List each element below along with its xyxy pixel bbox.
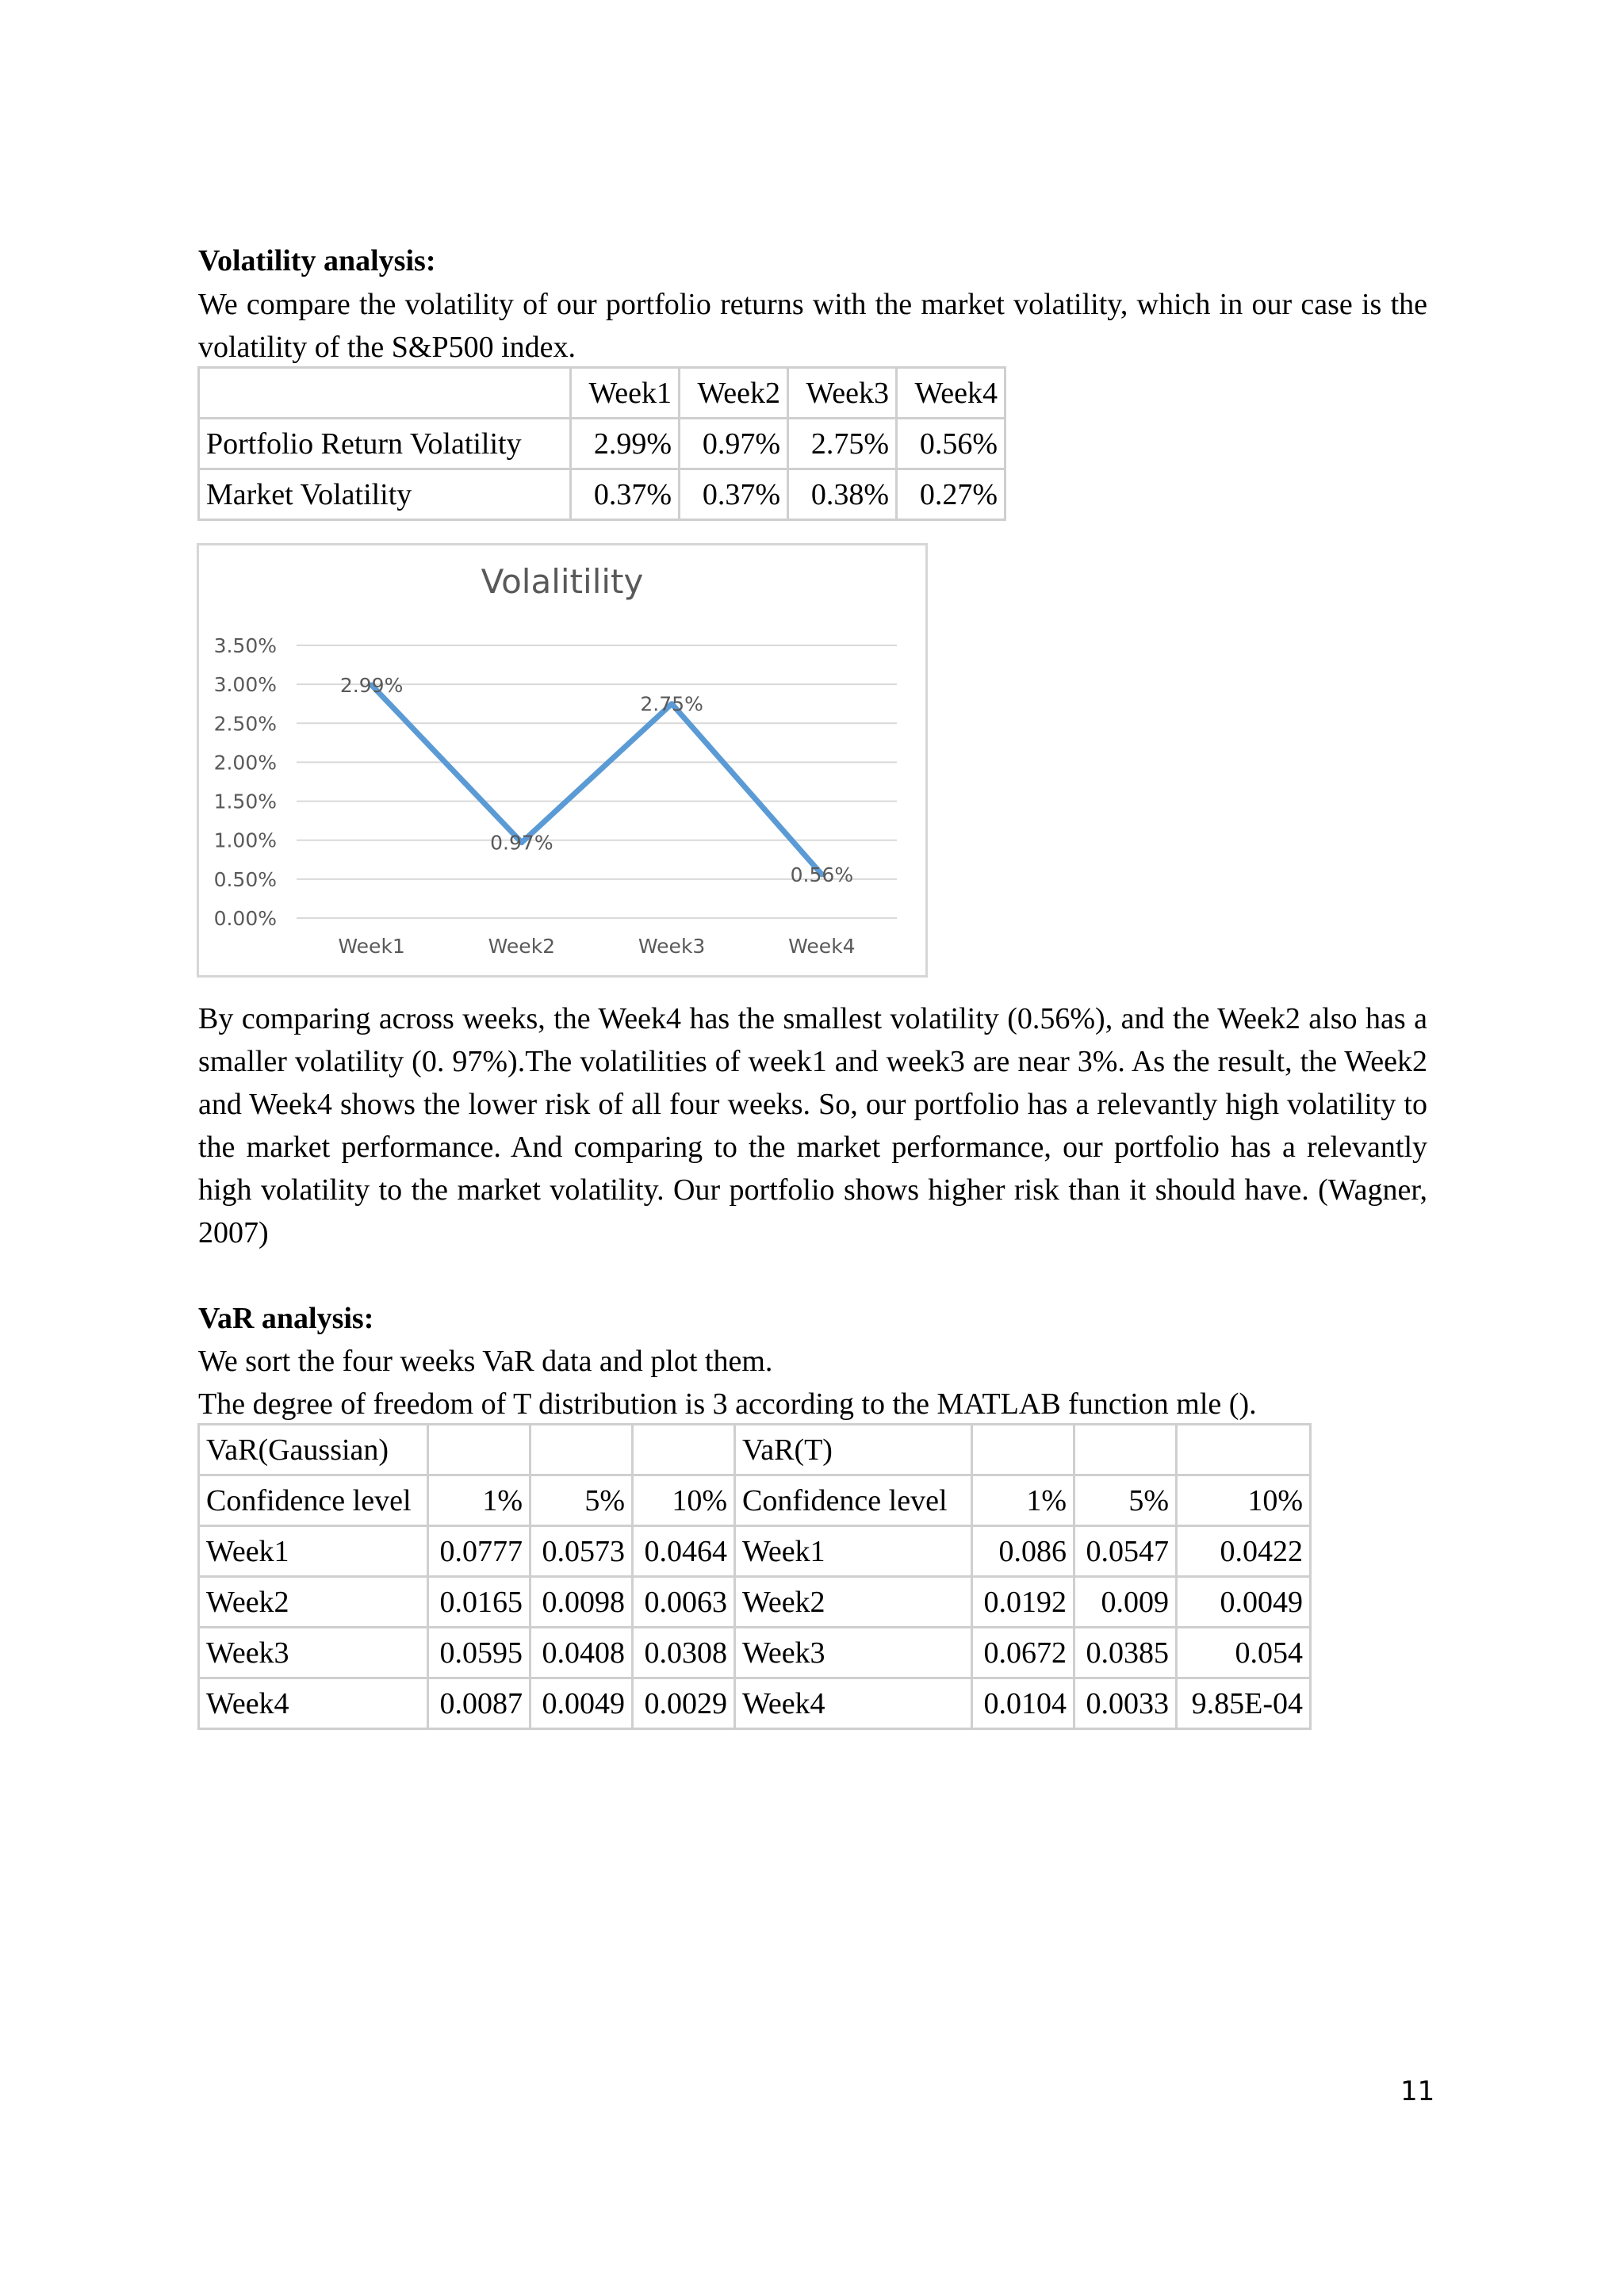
y-tick-label: 3.00% xyxy=(213,673,277,697)
table-cell: 0.56% xyxy=(897,419,1005,469)
table-cell: 5% xyxy=(530,1475,633,1526)
table-row xyxy=(199,368,1005,419)
page-number: 11 xyxy=(1400,2076,1435,2107)
table-cell: VaR(T) xyxy=(735,1425,972,1475)
table-cell xyxy=(972,1425,1074,1475)
table-cell: 0.0165 xyxy=(428,1577,530,1628)
table-cell: 0.0422 xyxy=(1177,1526,1311,1577)
volatility-intro: We compare the volatility of our portfolio returns with the market volatility, which in our case is the volatility of the S&P500 index. xyxy=(198,288,1427,364)
table-row xyxy=(199,1678,1311,1729)
table-cell xyxy=(1177,1425,1311,1475)
table-cell: Week4 xyxy=(735,1678,972,1729)
table-cell: 0.0104 xyxy=(972,1678,1074,1729)
data-label: 0.56% xyxy=(790,863,854,886)
x-tick-label: Week3 xyxy=(638,935,706,958)
table-row xyxy=(199,469,1005,520)
table-cell: 0.0547 xyxy=(1074,1526,1177,1577)
table-cell: 1% xyxy=(972,1475,1074,1526)
y-tick-label: 0.00% xyxy=(213,907,277,930)
table-cell: Week1 xyxy=(735,1526,972,1577)
table-cell: 0.0408 xyxy=(530,1628,633,1678)
table-cell: 2.75% xyxy=(788,419,897,469)
table-cell xyxy=(633,1425,735,1475)
table-cell: VaR(Gaussian) xyxy=(199,1425,428,1475)
table-cell: 5% xyxy=(1074,1475,1177,1526)
table-cell: Confidence level xyxy=(735,1475,972,1526)
y-tick-label: 1.00% xyxy=(213,828,277,852)
table-cell: Week1 xyxy=(571,368,680,419)
table-cell xyxy=(199,368,571,419)
table-row xyxy=(199,1628,1311,1678)
table-row xyxy=(199,1577,1311,1628)
table-cell xyxy=(428,1425,530,1475)
table-cell: 0.054 xyxy=(1177,1628,1311,1678)
table-cell: 0.0464 xyxy=(633,1526,735,1577)
table-cell: Week2 xyxy=(735,1577,972,1628)
table-cell: Week4 xyxy=(199,1678,428,1729)
table-row xyxy=(199,419,1005,469)
series-line xyxy=(372,685,822,874)
var-table xyxy=(197,1423,1312,1730)
var-line-1: We sort the four weeks VaR data and plot them. xyxy=(198,1345,773,1378)
table-row xyxy=(199,1425,1311,1475)
table-cell: 0.0385 xyxy=(1074,1628,1177,1678)
y-tick-label: 3.50% xyxy=(213,634,277,657)
table-cell: 0.0029 xyxy=(633,1678,735,1729)
table-cell: 0.37% xyxy=(571,469,680,520)
table-cell: 0.0777 xyxy=(428,1526,530,1577)
table-cell: 0.0595 xyxy=(428,1628,530,1678)
table-cell: 0.38% xyxy=(788,469,897,520)
table-cell xyxy=(530,1425,633,1475)
table-cell: Market Volatility xyxy=(199,469,571,520)
data-label: 0.97% xyxy=(490,831,553,855)
table-cell: Portfolio Return Volatility xyxy=(199,419,571,469)
table-cell: 0.0573 xyxy=(530,1526,633,1577)
table-cell: Week4 xyxy=(897,368,1005,419)
y-tick-label: 2.00% xyxy=(213,751,277,775)
var-line-2: The degree of freedom of T distribution is 3 according to the MATLAB function mle (). xyxy=(198,1387,1257,1421)
table-row xyxy=(199,1475,1311,1526)
table-cell: 0.0672 xyxy=(972,1628,1074,1678)
table-cell: 0.009 xyxy=(1074,1577,1177,1628)
chart-title: Volalitility xyxy=(481,562,644,601)
table-cell: 0.0049 xyxy=(530,1678,633,1729)
var-heading: VaR analysis: xyxy=(198,1302,374,1335)
table-cell: 0.0098 xyxy=(530,1577,633,1628)
table-cell: 0.97% xyxy=(680,419,788,469)
data-label: 2.99% xyxy=(339,674,404,698)
y-tick-label: 2.50% xyxy=(213,712,277,736)
table-cell: 0.0192 xyxy=(972,1577,1074,1628)
table-row xyxy=(199,1526,1311,1577)
table-cell: Confidence level xyxy=(199,1475,428,1526)
table-cell: 0.27% xyxy=(897,469,1005,520)
table-cell xyxy=(1074,1425,1177,1475)
table-cell: Week3 xyxy=(735,1628,972,1678)
table-cell: 0.37% xyxy=(680,469,788,520)
volatility-table xyxy=(197,366,1006,521)
x-tick-label: Week4 xyxy=(788,935,856,958)
table-cell: 10% xyxy=(1177,1475,1311,1526)
volatility-chart xyxy=(197,543,928,978)
table-cell: Week2 xyxy=(199,1577,428,1628)
x-tick-label: Week1 xyxy=(338,935,405,958)
table-cell: Week1 xyxy=(199,1526,428,1577)
table-cell: 0.0063 xyxy=(633,1577,735,1628)
table-cell: 9.85E-04 xyxy=(1177,1678,1311,1729)
table-cell: Week2 xyxy=(680,368,788,419)
table-cell: 0.0308 xyxy=(633,1628,735,1678)
table-cell: 0.0087 xyxy=(428,1678,530,1729)
y-tick-label: 0.50% xyxy=(213,867,277,891)
y-tick-label: 1.50% xyxy=(213,790,277,813)
table-cell: 1% xyxy=(428,1475,530,1526)
table-cell: 10% xyxy=(633,1475,735,1526)
table-cell: 2.99% xyxy=(571,419,680,469)
x-tick-label: Week2 xyxy=(488,935,556,958)
volatility-heading: Volatility analysis: xyxy=(198,244,436,277)
table-cell: 0.0033 xyxy=(1074,1678,1177,1729)
table-cell: Week3 xyxy=(199,1628,428,1678)
table-cell: Week3 xyxy=(788,368,897,419)
volatility-discussion: By comparing across weeks, the Week4 has the smallest volatility (0.56%), and the Week2 also has a smaller volatility (0. 97%).The volatilities of week1 and week3 are near 3%. As the result, the Week2 and Week4 shows the lower risk of all four weeks. So, our portfolio has a relevantly high volatility to the market performance. And comparing to the market performance, our portfolio has a relevantly high volatility to the market volatility. Our portfolio shows higher risk than it should have. (Wagner, 2007) xyxy=(198,1002,1427,1249)
data-label: 2.75% xyxy=(640,692,703,716)
table-cell: 0.0049 xyxy=(1177,1577,1311,1628)
volatility-chart-svg xyxy=(199,545,925,975)
table-cell: 0.086 xyxy=(972,1526,1074,1577)
